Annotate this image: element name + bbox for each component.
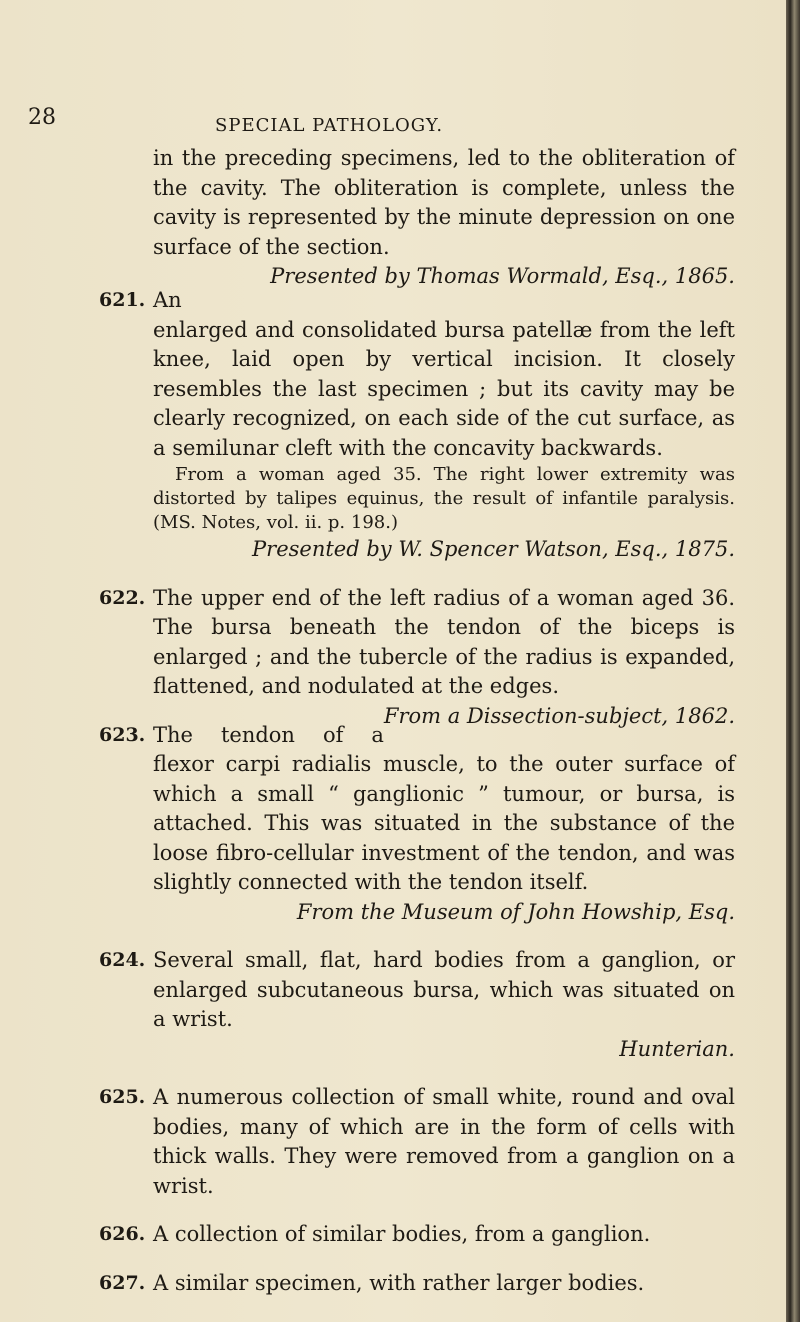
entry-credit: From a Dissection-subject, 1862. — [383, 703, 735, 728]
entry-number: 623. — [99, 723, 146, 746]
page-body — [99, 144, 735, 1317]
entry-627 — [99, 1269, 735, 1299]
entry-number: 625. — [99, 1086, 146, 1108]
entry-number: 622. — [99, 586, 146, 609]
entry-number: 624. — [99, 949, 146, 971]
entry-credit: Hunterian. — [619, 1036, 735, 1061]
entry-626 — [99, 1220, 735, 1250]
entry-622 — [99, 584, 735, 728]
entry-text: in the preceding specimens, led to the obliteration of the cavity. The obliteration is complete, unless the cavity is represented by the minute depression on one surface of the section. Presented by Thomas Wormald, Esq., 1865. — [153, 144, 735, 262]
entry-623 — [99, 721, 735, 928]
entry-continued — [153, 144, 735, 288]
entry-note: From a woman aged 35. The right lower extremity was distorted by talipes equinus, the result of infantile paralysis. (MS. Notes, vol. ii. p. 198.) — [153, 464, 735, 533]
entry-credit: From the Museum of John Howship, Esq. — [296, 899, 735, 924]
entry-credit: Presented by Thomas Wormald, Esq., 1865. — [270, 264, 735, 288]
entry-text: A numerous collection of small white, round and oval bodies, many of which are in the form of cells with thick walls. They were removed from a ganglion on a wrist. — [153, 1085, 735, 1198]
entry-text: Several small, flat, hard bodies from a ganglion, or enlarged subcutaneous bursa, which was situated on a wrist. — [153, 948, 735, 1031]
entry-text: The upper end of the left radius of a woman aged 36. The bursa beneath the tendon of the biceps is enlarged ; and the tubercle of the radius is expanded, flattened, and nodulated at the edges. From a Dissection-subject, 1862. — [153, 584, 735, 702]
entry-625 — [99, 1083, 735, 1201]
running-head: SPECIAL PATHOLOGY. — [215, 115, 444, 136]
entry-number: 627. — [99, 1271, 146, 1294]
entry-624 — [99, 946, 735, 1064]
page-number: 28 — [28, 105, 56, 130]
entry-text: An enlarged and consolidated bursa patellæ from the left knee, laid open by vertical incision. It closely resembles the last specimen ; but its cavity may be clearly recognized, on each side of the cut surface, as a semilunar cleft with the concavity backwards. — [153, 288, 735, 460]
entry-text: A similar specimen, with rather larger bodies. — [153, 1270, 645, 1295]
entry-credit: Presented by W. Spencer Watson, Esq., 1875. — [252, 537, 735, 561]
entry-text: A collection of similar bodies, from a ganglion. — [153, 1222, 651, 1246]
entry-621 — [99, 286, 735, 565]
entry-number: 621. — [99, 289, 146, 311]
entry-text: The tendon of a flexor carpi radialis muscle, to the outer surface of which a small “ ganglionic ” tumour, or bursa, is attached. This was situated in the substance of the loose fibro-cellular investment of the tendon, and was slightly connected with the tendon itself. — [153, 722, 735, 894]
page-edge — [786, 0, 800, 1322]
page-header — [0, 105, 786, 135]
entry-number: 626. — [99, 1223, 146, 1245]
